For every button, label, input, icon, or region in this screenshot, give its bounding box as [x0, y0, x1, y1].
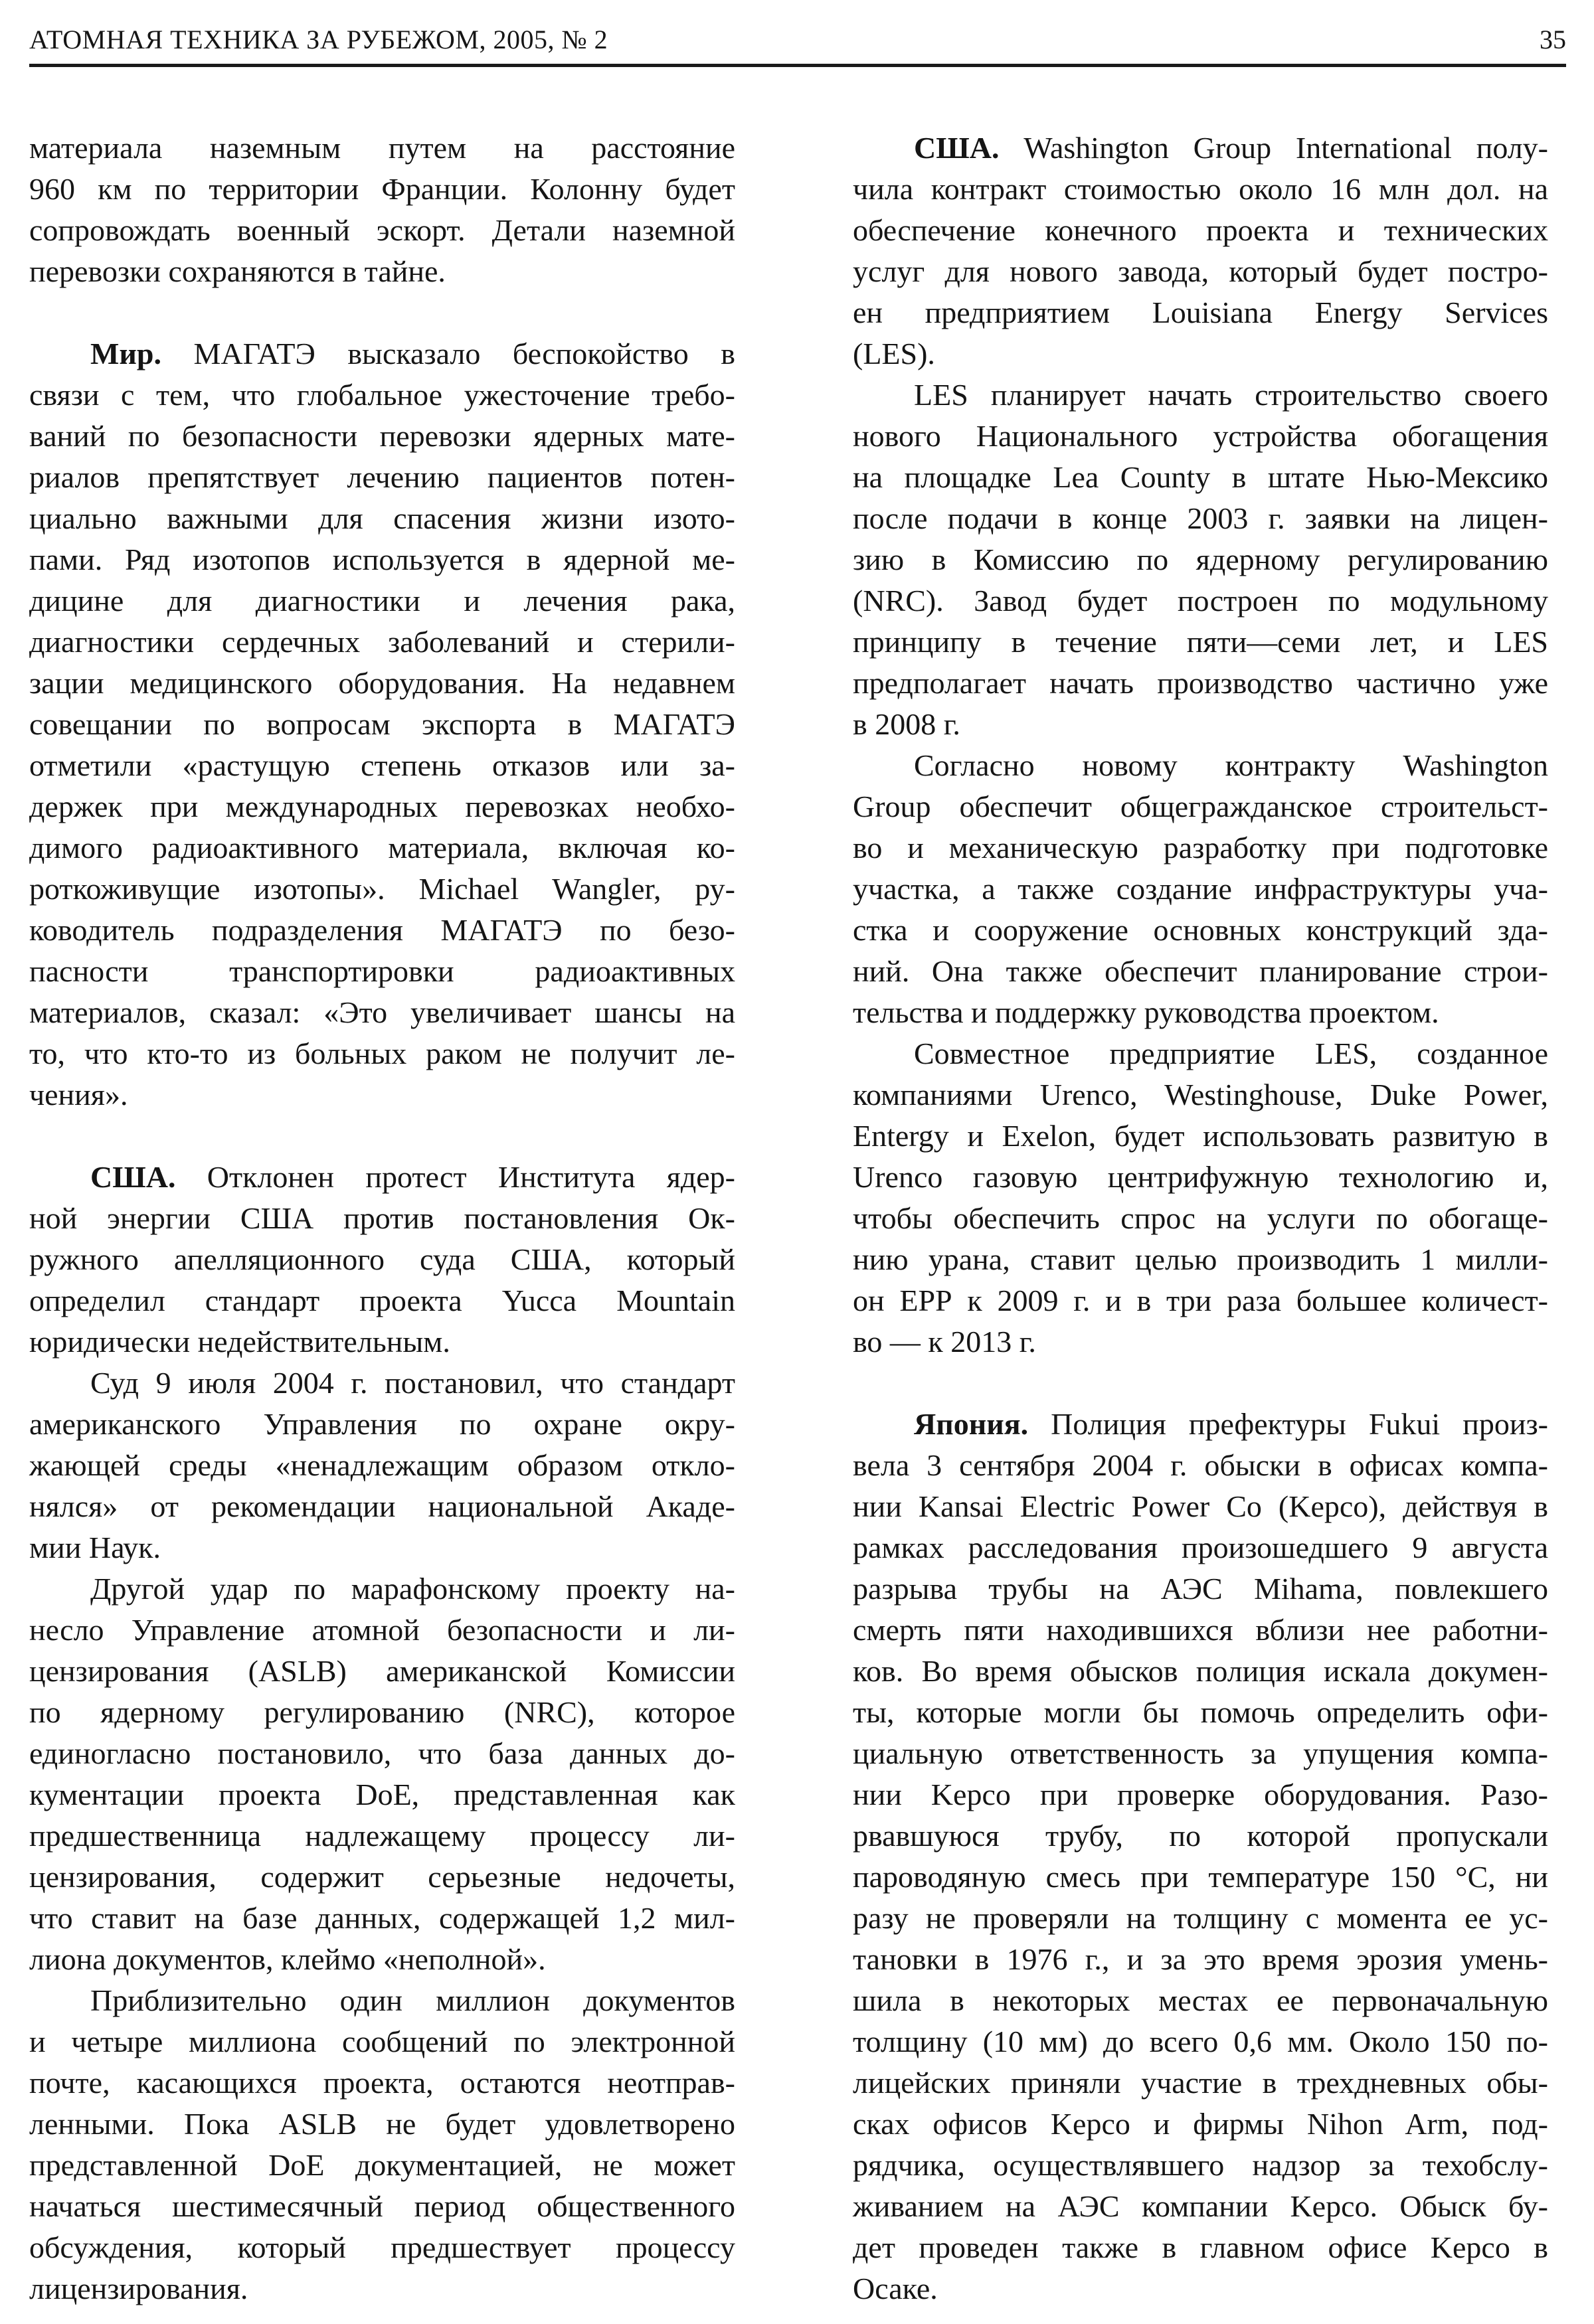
text-line — [853, 539, 1548, 580]
text-line — [29, 1815, 735, 1857]
line-text: принципу в течение пяти—семи лет, и LES — [853, 625, 1548, 659]
line-text: вела 3 сентября 2004 г. обыски в офисах компа- — [853, 1448, 1548, 1482]
line-text: ной энергии США против постановления Ок- — [29, 1201, 735, 1235]
line-text: нялся» от рекомендации национальной Акаде- — [29, 1489, 735, 1523]
text-line — [29, 2268, 735, 2309]
text-line — [853, 910, 1548, 951]
text-line — [29, 1651, 735, 1692]
line-text: держек при международных перевозках необхо- — [29, 789, 735, 823]
line-text: циально важными для спасения жизни изото- — [29, 501, 735, 535]
line-text: сках офисов Kepco и фирмы Nihon Arm, под- — [853, 2107, 1548, 2141]
line-text: диагностики сердечных заболеваний и стерили- — [29, 625, 735, 659]
line-text: Urenco газовую центрифужную технологию и, — [853, 1160, 1548, 1194]
paragraph — [853, 1404, 1548, 2309]
text-line — [853, 1815, 1548, 1857]
line-text: тельства и поддержку руководства проектом. — [853, 995, 1439, 1029]
line-text: тановки в 1976 г., и за это время эрозия умень- — [853, 1942, 1548, 1976]
line-text: в 2008 г. — [853, 707, 960, 741]
line-text: по ядерному регулированию (NRC), которое — [29, 1695, 735, 1729]
line-text: рамках расследования произошедшего 9 августа — [853, 1531, 1548, 1564]
text-line — [29, 1198, 735, 1239]
text-line — [29, 2104, 735, 2145]
line-text: то, что кто-то из больных раком не получит ле- — [29, 1037, 735, 1070]
line-text: ний. Она также обеспечит планирование строи- — [853, 954, 1548, 988]
text-line — [853, 1939, 1548, 1980]
line-text: Согласно новому контракту Washington — [914, 748, 1548, 782]
text-line — [29, 910, 735, 951]
header-rule — [29, 64, 1566, 67]
text-line — [29, 580, 735, 622]
paragraph — [29, 333, 735, 1116]
page-number: 35 — [1540, 25, 1566, 54]
text-line — [29, 663, 735, 704]
text-line — [29, 374, 735, 416]
text-line — [29, 1486, 735, 1527]
line-text: предшественница надлежащему процессу ли- — [29, 1819, 735, 1853]
text-line — [853, 1280, 1548, 1321]
text-line — [29, 786, 735, 827]
line-text: Отклонен протест Института ядер- — [175, 1160, 735, 1194]
text-line — [853, 2104, 1548, 2145]
paragraph-gap — [29, 1116, 735, 1157]
line-text: лицензирования. — [29, 2272, 248, 2305]
line-text: Совместное предприятие LES, созданное — [914, 1037, 1548, 1070]
line-text: Washington Group International полу- — [999, 131, 1548, 165]
line-text: зию в Комиссию по ядерному регулированию — [853, 542, 1548, 576]
text-line — [853, 1239, 1548, 1280]
line-text: дет проведен также в главном офисе Kepco в — [853, 2230, 1548, 2264]
text-line — [29, 1898, 735, 1939]
text-line — [853, 786, 1548, 827]
line-text: чила контракт стоимостью около 16 млн дол. на — [853, 172, 1548, 206]
line-text: пами. Ряд изотопов используется в ядерной ме- — [29, 542, 735, 576]
text-line — [29, 416, 735, 457]
text-line — [29, 2186, 735, 2227]
line-text: Group обеспечит общегражданское строительст- — [853, 789, 1548, 823]
text-line — [29, 1445, 735, 1486]
line-text: нию урана, ставит целью производить 1 милли- — [853, 1242, 1548, 1276]
section-lead: США. — [90, 1160, 176, 1194]
text-line — [853, 663, 1548, 704]
line-text: представленной DoE документацией, не может — [29, 2148, 735, 2182]
text-line — [29, 1321, 735, 1363]
text-line — [853, 2062, 1548, 2104]
text-line — [29, 1404, 735, 1445]
text-line — [29, 1280, 735, 1321]
line-text: зации медицинского оборудования. На недавнем — [29, 666, 735, 700]
line-text: чтобы обеспечить спрос на услуги по обогаще- — [853, 1201, 1548, 1235]
text-line — [29, 169, 735, 210]
line-text: Полиция префектуры Fukui произ- — [1028, 1407, 1548, 1441]
text-line — [853, 745, 1548, 786]
line-text: услуг для нового завода, который будет постро- — [853, 254, 1548, 288]
line-text: ен предприятием Louisiana Energy Services — [853, 295, 1548, 329]
text-line — [853, 2227, 1548, 2268]
line-text: чения». — [29, 1078, 128, 1112]
line-text: единогласно постановило, что база данных до- — [29, 1736, 735, 1770]
line-text: жающей среды «ненадлежащим образом откло- — [29, 1448, 735, 1482]
line-text: что ставит на базе данных, содержащей 1,2 мил- — [29, 1901, 735, 1935]
text-line — [853, 1774, 1548, 1815]
text-line — [853, 2021, 1548, 2062]
text-line — [29, 1033, 735, 1074]
text-line — [29, 127, 735, 169]
line-text: Осаке. — [853, 2272, 938, 2305]
line-text: толщину (10 мм) до всего 0,6 мм. Около 150 по- — [853, 2025, 1548, 2058]
text-line — [853, 1733, 1548, 1774]
text-line — [853, 1404, 1548, 1445]
line-text: несло Управление атомной безопасности и ли- — [29, 1613, 735, 1647]
text-line — [29, 539, 735, 580]
line-text: стка и сооружение основных конструкций зда- — [853, 913, 1548, 947]
text-line — [29, 1363, 735, 1404]
text-line — [853, 1898, 1548, 1939]
line-text: обеспечение конечного проекта и технических — [853, 213, 1548, 247]
line-text: рядчика, осуществлявшего надзор за техобслу- — [853, 2148, 1548, 2182]
line-text: разу не проверяли на толщину с момента ее ус- — [853, 1901, 1548, 1935]
line-text: материала наземным путем на расстояние — [29, 131, 735, 165]
line-text: цензирования (ASLB) американской Комиссии — [29, 1654, 735, 1688]
text-line — [853, 827, 1548, 869]
line-text: компаниями Urenco, Westinghouse, Duke Power, — [853, 1078, 1548, 1112]
line-text: предполагает начать производство частично уже — [853, 666, 1548, 700]
line-text: (NRC). Завод будет построен по модульному — [853, 584, 1548, 618]
text-line — [853, 2145, 1548, 2186]
text-line — [853, 1157, 1548, 1198]
line-text: ваний по безопасности перевозки ядерных мате- — [29, 419, 735, 453]
text-line — [853, 210, 1548, 251]
text-line — [853, 1610, 1548, 1651]
line-text: материалов, сказал: «Это увеличивает шансы на — [29, 995, 735, 1029]
text-line — [29, 333, 735, 374]
line-text: ков. Во время обысков полиция искала докумен- — [853, 1654, 1548, 1688]
text-line — [853, 1445, 1548, 1486]
text-line — [853, 1857, 1548, 1898]
text-line — [853, 1198, 1548, 1239]
line-text: дицине для диагностики и лечения рака, — [29, 584, 735, 618]
text-line — [29, 869, 735, 910]
text-line — [853, 1651, 1548, 1692]
left-column — [29, 127, 735, 2309]
text-line — [29, 2021, 735, 2062]
running-header — [29, 20, 1566, 60]
text-line — [853, 1568, 1548, 1610]
text-line — [29, 1610, 735, 1651]
journal-title: АТОМНАЯ ТЕХНИКА ЗА РУБЕЖОМ, 2005, № 2 — [29, 25, 608, 54]
line-text: ленными. Пока ASLB не будет удовлетворено — [29, 2107, 735, 2141]
text-line — [853, 1116, 1548, 1157]
text-line — [29, 457, 735, 498]
line-text: после подачи в конце 2003 г. заявки на лицен- — [853, 501, 1548, 535]
text-line — [29, 210, 735, 251]
paragraph — [853, 374, 1548, 745]
line-text: перевозки сохраняются в тайне. — [29, 254, 446, 288]
text-line — [853, 1980, 1548, 2021]
line-text: Другой удар по марафонскому проекту на- — [90, 1572, 735, 1606]
line-text: обсуждения, который предшествует процессу — [29, 2230, 735, 2264]
text-line — [29, 745, 735, 786]
section-lead: Япония. — [914, 1407, 1029, 1441]
line-text: Приблизительно один миллион документов — [90, 1983, 735, 2017]
right-column — [853, 127, 1548, 2309]
line-text: Entergy и Exelon, будет использовать развитую в — [853, 1119, 1548, 1153]
text-line — [29, 2062, 735, 2104]
text-line — [29, 1774, 735, 1815]
text-line — [853, 992, 1548, 1033]
line-text: живанием на АЭС компании Kepco. Обыск бу- — [853, 2189, 1548, 2223]
line-text: определил стандарт проекта Yucca Mountain — [29, 1284, 735, 1317]
text-line — [29, 1692, 735, 1733]
line-text: Суд 9 июля 2004 г. постановил, что стандарт — [90, 1366, 735, 1400]
text-line — [853, 1527, 1548, 1568]
line-text: роткоживущие изотопы». Michael Wangler, ру- — [29, 872, 735, 906]
section-lead: США. — [914, 131, 1000, 165]
text-line — [853, 580, 1548, 622]
text-line — [853, 498, 1548, 539]
line-text: во и механическую разработку при подготовке — [853, 831, 1548, 865]
text-line — [853, 2186, 1548, 2227]
line-text: димого радиоактивного материала, включая ко- — [29, 831, 735, 865]
line-text: совещании по вопросам экспорта в МАГАТЭ — [29, 707, 735, 741]
text-line — [853, 622, 1548, 663]
line-text: шила в некоторых местах ее первоначальную — [853, 1983, 1548, 2017]
paragraph — [29, 1568, 735, 1980]
text-line — [853, 1321, 1548, 1363]
line-text: начаться шестимесячный период общественного — [29, 2189, 735, 2223]
text-line — [29, 827, 735, 869]
line-text: смерть пяти находившихся вблизи нее работни- — [853, 1613, 1548, 1647]
line-text: (LES). — [853, 337, 935, 371]
paragraph — [853, 1033, 1548, 1363]
line-text: на площадке Lea County в штате Нью-Мексико — [853, 460, 1548, 494]
paragraph-gap — [29, 292, 735, 333]
line-text: во — к 2013 г. — [853, 1325, 1036, 1359]
line-text: участка, а также создание инфраструктуры уча- — [853, 872, 1548, 906]
paragraph — [29, 1157, 735, 1363]
text-line — [853, 416, 1548, 457]
text-line — [29, 1527, 735, 1568]
paragraph — [29, 1980, 735, 2309]
line-text: связи с тем, что глобальное ужесточение требо- — [29, 378, 735, 412]
text-line — [29, 951, 735, 992]
line-text: лицейских приняли участие в трехдневных обы- — [853, 2066, 1548, 2100]
text-line — [29, 498, 735, 539]
paragraph — [853, 127, 1548, 374]
text-line — [29, 1239, 735, 1280]
line-text: кументации проекта DoE, представленная как — [29, 1778, 735, 1811]
text-line — [29, 2227, 735, 2268]
text-line — [29, 2145, 735, 2186]
line-text: нового Национального устройства обогащения — [853, 419, 1548, 453]
text-line — [853, 1074, 1548, 1116]
line-text: циальную ответственность за упущения компа- — [853, 1736, 1548, 1770]
line-text: МАГАТЭ высказало беспокойство в — [161, 337, 735, 371]
text-line — [853, 951, 1548, 992]
text-line — [853, 374, 1548, 416]
paragraph — [29, 127, 735, 292]
line-text: пароводяную смесь при температуре 150 °С, ни — [853, 1860, 1548, 1894]
text-line — [29, 1733, 735, 1774]
line-text: и четыре миллиона сообщений по электронной — [29, 2025, 735, 2058]
text-line — [29, 622, 735, 663]
text-line — [29, 1157, 735, 1198]
text-line — [29, 1980, 735, 2021]
text-line — [29, 1857, 735, 1898]
line-text: 960 км по территории Франции. Колонну будет — [29, 172, 735, 206]
line-text: разрыва трубы на АЭС Mihama, повлекшего — [853, 1572, 1548, 1606]
line-text: он ЕРР к 2009 г. и в три раза большее количест- — [853, 1284, 1548, 1317]
text-line — [29, 1568, 735, 1610]
text-line — [29, 1939, 735, 1980]
text-line — [853, 333, 1548, 374]
text-line — [29, 704, 735, 745]
line-text: лиона документов, клеймо «неполной». — [29, 1942, 546, 1976]
text-line — [29, 992, 735, 1033]
text-line — [853, 1033, 1548, 1074]
section-lead: Мир. — [90, 337, 162, 371]
line-text: нии Kepco при проверке оборудования. Разо- — [853, 1778, 1548, 1811]
paragraph-gap — [853, 1363, 1548, 1404]
line-text: сопровождать военный эскорт. Детали наземной — [29, 213, 735, 247]
line-text: ружного апелляционного суда США, который — [29, 1242, 735, 1276]
line-text: мии Наук. — [29, 1531, 161, 1564]
line-text: ководитель подразделения МАГАТЭ по безо- — [29, 913, 735, 947]
text-line — [853, 2268, 1548, 2309]
line-text: нии Kansai Electric Power Co (Kepco), действуя в — [853, 1489, 1548, 1523]
text-line — [853, 1486, 1548, 1527]
line-text: ты, которые могли бы помочь определить офи- — [853, 1695, 1548, 1729]
text-line — [853, 1692, 1548, 1733]
line-text: пасности транспортировки радиоактивных — [29, 954, 735, 988]
paragraph — [853, 745, 1548, 1033]
line-text: LES планирует начать строительство своего — [914, 378, 1548, 412]
text-line — [853, 127, 1548, 169]
paragraph — [29, 1363, 735, 1568]
text-line — [853, 457, 1548, 498]
line-text: цензирования, содержит серьезные недочеты, — [29, 1860, 735, 1894]
text-line — [853, 251, 1548, 292]
text-line — [853, 704, 1548, 745]
text-line — [29, 1074, 735, 1116]
line-text: юридически недействительным. — [29, 1325, 450, 1359]
line-text: риалов препятствует лечению пациентов потен- — [29, 460, 735, 494]
line-text: рвавшуюся трубу, по которой пропускали — [853, 1819, 1548, 1853]
text-line — [853, 869, 1548, 910]
text-line — [853, 169, 1548, 210]
line-text: отметили «растущую степень отказов или за- — [29, 748, 735, 782]
line-text: почте, касающихся проекта, остаются неотправ- — [29, 2066, 735, 2100]
line-text: американского Управления по охране окру- — [29, 1407, 735, 1441]
text-line — [29, 251, 735, 292]
text-line — [853, 292, 1548, 333]
